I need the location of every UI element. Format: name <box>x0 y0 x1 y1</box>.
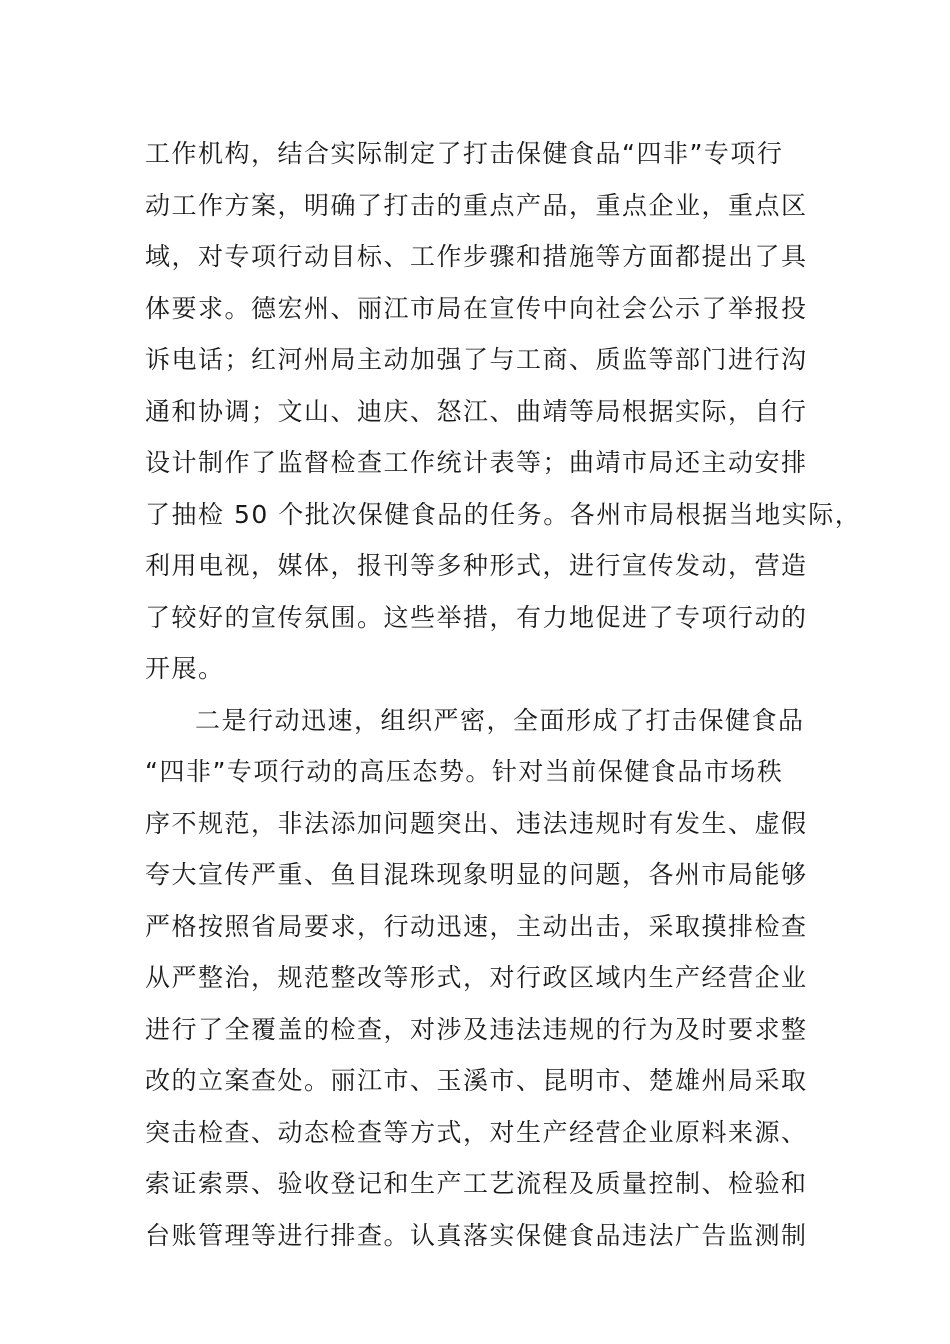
text-line: “四非”专项行动的高压态势。针对当前保健食品市场秩 <box>145 757 784 786</box>
text-line: 域，对专项行动目标、工作步骤和措施等方面都提出了具 <box>145 242 808 271</box>
text-line: 体要求。德宏州、丽江市局在宣传中向社会公示了举报投 <box>145 293 808 323</box>
text-line: 工作机构，结合实际制定了打击保健食品“四非”专项行 <box>145 139 784 168</box>
text-line: 诉电话；红河州局主动加强了与工商、质监等部门进行沟 <box>145 345 808 374</box>
text-line: 设计制作了监督检查工作统计表等；曲靖市局还主动安排 <box>145 448 808 477</box>
body-text <box>145 128 862 1261</box>
text-line: 从严整治，规范整改等形式，对行政区域内生产经营企业 <box>145 963 808 992</box>
text-line: 序不规范，非法添加问题突出、违法违规时有发生、虚假 <box>145 808 808 838</box>
text-line: 利用电视，媒体，报刊等多种形式，进行宣传发动，营造 <box>145 551 808 580</box>
text-line: 改的立案查处。丽江市、玉溪市、昆明市、楚雄州局采取 <box>145 1066 808 1095</box>
text-line: 进行了全覆盖的检查，对涉及违法违规的行为及时要求整 <box>145 1014 808 1044</box>
text-line: 突击检查、动态检查等方式，对生产经营企业原料来源、 <box>145 1117 808 1147</box>
text-line: 严格按照省局要求，行动迅速，主动出击，采取摸排检查 <box>145 911 808 941</box>
text-line: 夸大宣传严重、鱼目混珠现象明显的问题，各州市局能够 <box>145 860 808 889</box>
text-line: 索证索票、验收登记和生产工艺流程及质量控制、检验和 <box>145 1169 808 1198</box>
paragraph-start-line: 二是行动迅速，组织严密，全面形成了打击保健食品 <box>195 705 805 735</box>
text-line: 了较好的宣传氛围。这些举措，有力地促进了专项行动的 <box>145 602 808 632</box>
text-line: 了抽检 50 个批次保健食品的任务。各州市局根据当地实际， <box>145 499 862 529</box>
text-line: 开展。 <box>145 654 225 683</box>
text-line: 动工作方案，明确了打击的重点产品，重点企业，重点区 <box>145 190 808 220</box>
text-line: 通和协调；文山、迪庆、怒江、曲靖等局根据实际，自行 <box>145 396 808 426</box>
text-line: 台账管理等进行排查。认真落实保健食品违法广告监测制 <box>145 1220 808 1250</box>
